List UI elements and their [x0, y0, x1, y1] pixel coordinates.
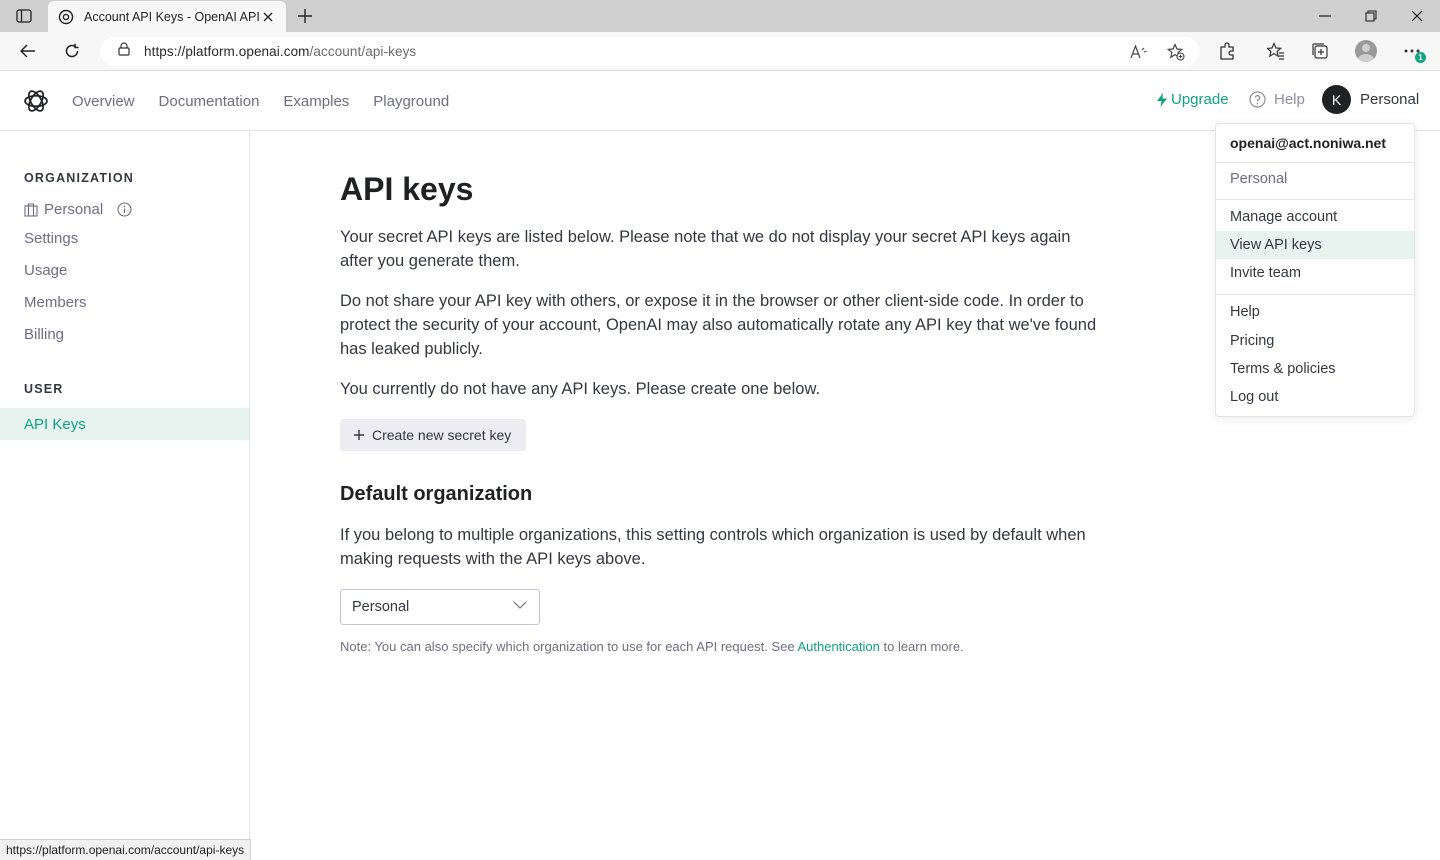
avatar: K: [1322, 85, 1351, 114]
divider: [1216, 199, 1414, 200]
tab-title: Account API Keys - OpenAI API: [84, 9, 260, 24]
page-title: API keys: [340, 171, 474, 207]
browser-tab-bar: [0, 0, 1440, 32]
menu-item-log-out[interactable]: Log out: [1230, 389, 1279, 405]
sidebar-heading-user: USER: [24, 382, 64, 396]
account-menu-button[interactable]: [1322, 85, 1419, 114]
top-navigation: [72, 71, 449, 131]
sidebar-org-name: Personal: [44, 201, 104, 218]
create-secret-key-button[interactable]: [340, 419, 526, 451]
intro-paragraph: Your secret API keys are listed below. Please note that we do not display your secret API keys again after you generate them.: [340, 228, 1071, 270]
help-label: Help: [1274, 91, 1305, 108]
extensions-icon[interactable]: [1215, 40, 1239, 62]
menu-item-terms-policies[interactable]: Terms & policies: [1230, 361, 1336, 377]
menu-item-manage-account[interactable]: Manage account: [1230, 209, 1338, 225]
notification-badge: 1: [1415, 52, 1426, 63]
nav-playground[interactable]: Playground: [373, 92, 450, 110]
settings-more-icon[interactable]: [1400, 40, 1424, 62]
profile-icon[interactable]: [1354, 40, 1378, 62]
back-arrow-icon[interactable]: [16, 40, 40, 62]
org-select-value: Personal: [352, 599, 410, 615]
url-path: /account/api-keys: [309, 44, 417, 59]
status-bar-url: https://platform.openai.com/account/api-keys: [0, 839, 251, 860]
divider: [1216, 162, 1414, 163]
create-secret-key-label: Create new secret key: [372, 427, 512, 443]
sidebar-heading-organization: ORGANIZATION: [24, 171, 134, 185]
account-label: Personal: [1360, 91, 1420, 108]
close-window-icon[interactable]: [1406, 6, 1428, 26]
read-aloud-icon[interactable]: [1129, 43, 1149, 61]
browser-toolbar: [0, 32, 1440, 71]
upgrade-button[interactable]: [1157, 91, 1229, 108]
menu-item-pricing[interactable]: Pricing: [1230, 333, 1275, 349]
site-header: [0, 71, 1440, 131]
add-favorite-icon[interactable]: [1166, 43, 1186, 61]
sidebar-item-api-keys[interactable]: API Keys: [0, 408, 249, 440]
url-host: https://platform.openai.com: [144, 44, 310, 59]
info-icon[interactable]: [117, 202, 132, 217]
nav-documentation[interactable]: Documentation: [158, 92, 260, 110]
openai-logo-icon[interactable]: [22, 87, 50, 115]
chevron-down-icon: [513, 601, 527, 609]
nav-overview[interactable]: Overview: [72, 92, 135, 110]
sidebar-item-billing[interactable]: Billing: [24, 326, 65, 343]
minimize-icon[interactable]: [1314, 6, 1336, 26]
menu-item-org-personal[interactable]: Personal: [1230, 171, 1288, 187]
sidebar-org-selector[interactable]: [24, 201, 132, 218]
account-email: openai@act.noniwa.net: [1230, 135, 1387, 151]
sidebar: [0, 131, 250, 860]
account-dropdown-menu: [1215, 123, 1415, 417]
menu-item-help[interactable]: Help: [1230, 304, 1260, 320]
help-button[interactable]: [1249, 91, 1305, 108]
sidebar-item-usage[interactable]: Usage: [24, 262, 68, 279]
lock-icon[interactable]: [118, 42, 130, 61]
tab-actions-icon[interactable]: [10, 6, 38, 26]
refresh-icon[interactable]: [60, 40, 84, 62]
note-text-after: to learn more.: [879, 639, 964, 654]
nav-examples[interactable]: Examples: [283, 92, 350, 110]
default-organization-title: Default organization: [340, 483, 533, 505]
no-keys-paragraph: You currently do not have any API keys. Please create one below.: [340, 380, 821, 398]
sidebar-item-settings[interactable]: Settings: [24, 230, 79, 247]
security-paragraph: Do not share your API key with others, or expose it in the browser or other client-side code. In order to protect the security of your account, OpenAI may also automatically rotate any API key that we've found has leaked publicly.: [340, 292, 1097, 358]
new-tab-icon[interactable]: [294, 5, 316, 27]
url-text: [144, 44, 416, 59]
address-bar[interactable]: [100, 37, 1199, 66]
lightning-icon: [1157, 93, 1167, 107]
collections-icon[interactable]: [1308, 40, 1332, 62]
authentication-note: [340, 639, 964, 654]
close-tab-icon[interactable]: [260, 9, 276, 25]
default-organization-select[interactable]: [340, 589, 540, 625]
openai-favicon-icon: [58, 9, 74, 25]
default-organization-text: If you belong to multiple organizations, this setting controls which organization is used by default when making requests with the API keys above.: [340, 526, 1086, 568]
divider: [1216, 294, 1414, 295]
note-text-before: Note: You can also specify which organization to use for each API request. See: [340, 639, 798, 654]
browser-tab-active[interactable]: [48, 1, 286, 32]
restore-icon[interactable]: [1360, 6, 1382, 26]
sidebar-item-members[interactable]: Members: [24, 294, 87, 311]
question-circle-icon: [1249, 91, 1266, 108]
menu-item-invite-team[interactable]: Invite team: [1230, 265, 1301, 281]
favorites-icon[interactable]: [1264, 40, 1288, 62]
plus-icon: [354, 430, 364, 440]
menu-item-view-api-keys[interactable]: View API keys: [1216, 231, 1414, 259]
upgrade-label: Upgrade: [1171, 91, 1229, 108]
authentication-link[interactable]: Authentication: [797, 639, 880, 654]
building-icon: [24, 203, 38, 217]
